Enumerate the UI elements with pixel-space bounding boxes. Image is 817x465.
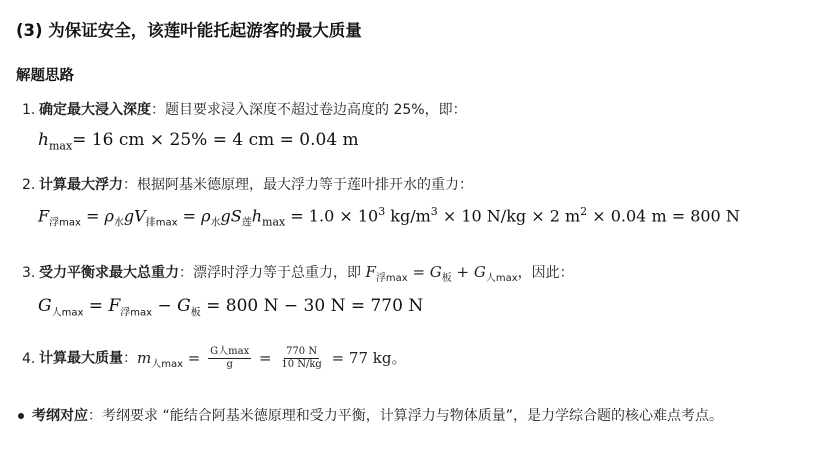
formula-max-mass: $m_{人max}$ = $\frac{\text{G人max}}{g}$ = $\frac{770 N}{10 N/kg}$ = 77 kg。 (137, 346, 407, 370)
formula-total-weight: $G_{人max} = F_{浮max} - G_板 = 800$ N − 30 N = 770 N (38, 296, 424, 319)
inline-balance-formula: $F_{浮max} = G_板 + G_{人max}$ (365, 263, 518, 284)
step-title: 计算最大质量 (39, 350, 123, 367)
step-text: ：题目要求浸入深度不超过卷边高度的 25%，即： (151, 102, 467, 118)
bullet-text: ：考纲要求 “能结合阿基米德原理和受力平衡，计算浮力与物体质量”，是力学综合题的核心难点考点。 (88, 408, 723, 424)
question-title: (3) 为保证安全，该莲叶能托起游客的最大质量 (16, 21, 362, 40)
bullet-dot-icon (18, 413, 24, 419)
step-4: 4. 计算最大质量：$m_{人max}$ = $\frac{\text{G人max}}{g}$ = $\frac{770 N}{10 N/kg}$ = 77 kg。 (22, 346, 407, 370)
step-number: 3. (22, 265, 36, 281)
step-1 (22, 100, 467, 120)
step-title: 受力平衡求最大总重力 (39, 265, 179, 281)
step-title: 确定最大浸入深度 (39, 102, 151, 118)
formula-buoyancy: $F_{浮max} = \rho_水gV_{排max} = \rho_水gS_莲h_{max} = 1.0 \times 10^3$ $kg/m^3 \times 10$ N/kg × 2 $m^2 \times 0.04$ m = 800 N (38, 205, 740, 229)
step-number: 4. (22, 350, 36, 367)
bullet-title: 考纲对应 (32, 408, 88, 424)
formula-h-max: $h_{max}= 16$ cm × 25% = 4 cm = 0.04 m (38, 130, 359, 153)
step-title: 计算最大浮力 (39, 177, 123, 193)
step-3 (22, 262, 574, 289)
fraction-g-over-g: $\frac{\text{G人max}}{g}$ (210, 346, 250, 370)
step-text: ：根据阿基米德原理，最大浮力等于莲叶排开水的重力： (123, 177, 473, 193)
step-2 (22, 175, 473, 195)
step-number: 2. (22, 177, 36, 193)
syllabus-bullet (18, 404, 798, 428)
section-title: 解题思路 (16, 68, 74, 84)
step-number: 1. (22, 102, 36, 118)
fraction-numeric: $\frac{770 N}{10 N/kg}$ (281, 346, 322, 370)
step-text: ，因此： (517, 265, 574, 281)
step-text: ：漂浮时浮力等于总重力，即 (179, 265, 366, 281)
